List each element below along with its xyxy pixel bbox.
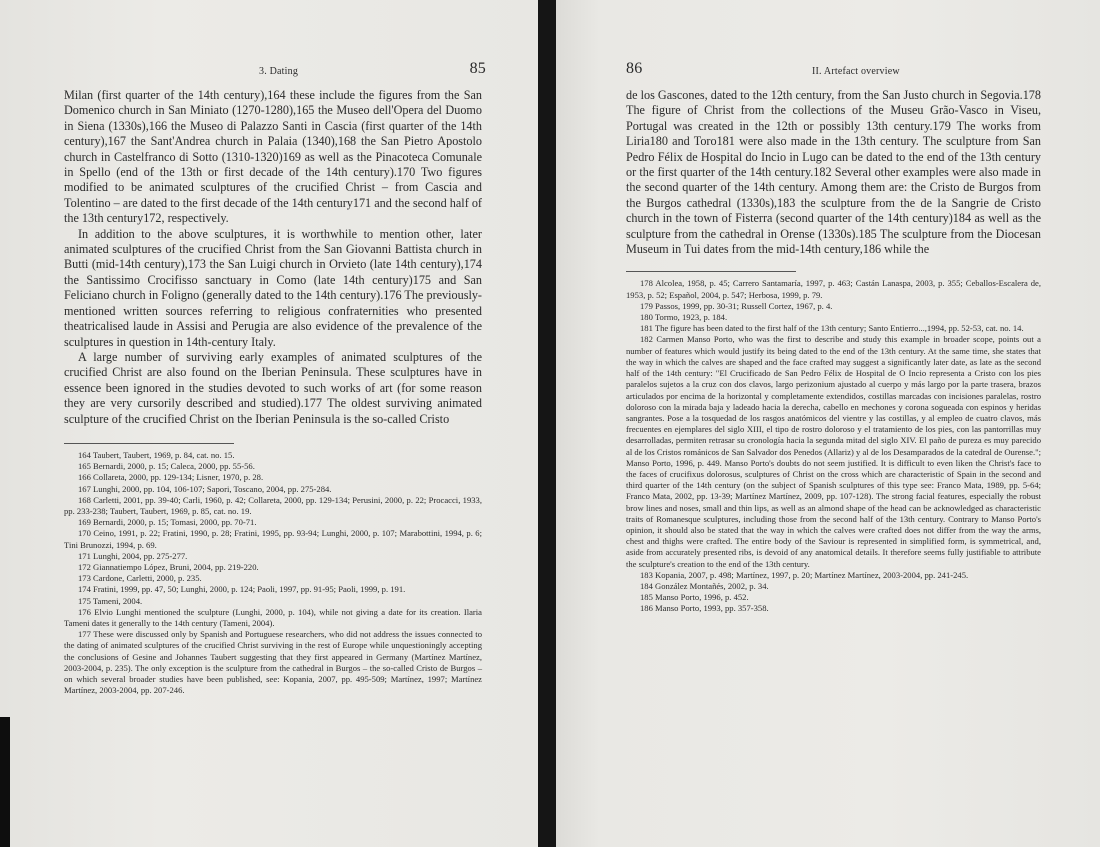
footnote: 165 Bernardi, 2000, p. 15; Caleca, 2000, pp. 55-56. bbox=[78, 461, 255, 472]
book-edge-shadow bbox=[0, 717, 10, 847]
footnote-separator bbox=[64, 443, 234, 444]
left-body-text bbox=[64, 88, 482, 427]
left-running-header bbox=[64, 60, 518, 84]
left-page bbox=[0, 0, 538, 847]
left-header-title: 3. Dating bbox=[259, 66, 299, 77]
left-paragraph-1: Milan (first quarter of the 14th century),164 these include the figures from the San Domenico church in San Miniato (1270-1280),165 the Museo dell'Opera del Duomo in Siena (1330s),166 the Museo di Palazzo Santi in Cascia (first quarter of the 14th century),167 the Sant'Andrea church in Palaia (1340),168 the San Pietro Apostolo church in Castelfranco di Sotto (1310-1320)169 as well as the Pinacoteca Comunale in Spello (end of the 13th or first decade of the 14th century).170 Two figures modified to be animated sculptures of the crucified Christ – from Cascia and Tolentino – are dated to the first decade of the 14th century171 and the second half of the 13th century172, respectively. bbox=[64, 88, 482, 226]
book-gutter bbox=[538, 0, 556, 847]
footnote: 175 Tameni, 2004. bbox=[78, 595, 143, 606]
footnote: 174 Fratini, 1999, pp. 47, 50; Lunghi, 2000, p. 124; Paoli, 1997, pp. 91-95; Paoli, 1999, p. 191. bbox=[78, 584, 406, 595]
footnote: 184 González Montañés, 2002, p. 34. bbox=[640, 580, 769, 591]
footnote: 179 Passos, 1999, pp. 30-31; Russell Cortez, 1967, p. 4. bbox=[640, 300, 833, 311]
footnote: 170 Ceino, 1991, p. 22; Fratini, 1990, p. 28; Fratini, 1995, pp. 93-94; Lunghi, 2000, p. 107; Marabottini, 1994, p. 6; Tini Brunozzi, 1994, p. 69. bbox=[64, 528, 482, 550]
footnote: 164 Taubert, Taubert, 1969, p. 84, cat. no. 15. bbox=[78, 449, 235, 460]
footnote: 186 Manso Porto, 1993, pp. 357-358. bbox=[640, 603, 769, 614]
footnote: 168 Carletti, 2001, pp. 39-40; Carli, 1960, p. 42; Collareta, 2000, pp. 129-134; Perusini, 2000, p. 22; Procacci, 1933, pp. 233-238; Taubert, Taubert, 1969, p. 85, cat. no. 19. bbox=[64, 494, 482, 516]
right-paragraph-1: de los Gascones, dated to the 12th century, from the San Justo church in Segovia.178 The figure of Christ from the collections of the Museu Grão-Vasco in Viseu, Portugal was created in the 12th or possibly 13th century.179 The works from Liria180 and Toro181 were also made in the 13th century. The sculpture from San Pedro Félix de Hospital do Incio in Lugo can be dated to the end of the 13th century or the first quarter of the 14th century.182 Several other examples were also made in the second quarter of the 14th century. Among them are: the Cristo de Burgos from the Burgos cathedral (1330s),183 the sculpture from the de la Sangrie de Cristo church in the town of Fisterra (second quarter of the 14th century)184 as well as the sculpture from the cathedral in Orense (1330s).185 The sculpture from the Diocesan Museum in Tui dates from the mid-14th century,186 while the bbox=[626, 88, 1041, 257]
footnote: 166 Collareta, 2000, pp. 129-134; Lisner, 1970, p. 28. bbox=[78, 472, 264, 483]
footnote: 171 Lunghi, 2004, pp. 275-277. bbox=[78, 550, 188, 561]
left-footnotes bbox=[64, 443, 482, 696]
right-header-title: II. Artefact overview bbox=[812, 66, 900, 77]
footnote: 181 The figure has been dated to the first half of the 13th century; Santo Entierro...,1994, pp. 52-53, cat. no. 14. bbox=[640, 323, 1024, 334]
footnote: 178 Alcolea, 1958, p. 45; Carrero Santamaría, 1997, p. 463; Castán Lanaspa, 2003, p. 355; Ceballos-Escalera de, 1953, p. 52; Español, 2004, p. 547; Herbosa, 1999, p. 79. bbox=[626, 278, 1041, 300]
left-paragraph-3: A large number of surviving early examples of animated sculptures of the crucified Christ are also found on the Iberian Peninsula. These sculptures have in essence been ignored in the studies devoted to such works of art (for some reason they are very cursorily described and studied).177 The oldest surviving animated sculpture of the crucified Christ on the Iberian Peninsula is the so-called Cristo bbox=[64, 349, 482, 426]
footnote: 180 Tormo, 1923, p. 184. bbox=[640, 312, 728, 323]
footnote: 172 Giannatiempo López, Bruni, 2004, pp. 219-220. bbox=[78, 561, 259, 572]
left-paragraph-2: In addition to the above sculptures, it is worthwhile to mention other, later animated sculptures of the crucified Christ from the San Giovanni Battista church in Butti (mid-14th century),173 the San Luigi church in Orvieto (late 14th century),174 the Santissimo Crocifisso sanctuary in Como (late 14th century)175 and San Feliciano church in Foligno (generally dated to the 14th century).176 The previously-mentioned written sources referring to religious confraternities who presented theatricalised laude in Assisi and Perugia are also evidence of the prevalence of the sculptures in question in 14th-century Italy. bbox=[64, 226, 482, 349]
footnote: 169 Bernardi, 2000, p. 15; Tomasi, 2000, pp. 70-71. bbox=[78, 517, 257, 528]
left-page-number: 85 bbox=[469, 60, 486, 77]
right-body-text bbox=[626, 88, 1041, 257]
footnote-separator bbox=[626, 271, 796, 272]
right-running-header bbox=[626, 60, 1072, 84]
footnote: 173 Cardone, Carletti, 2000, p. 235. bbox=[78, 573, 202, 584]
right-page-number: 86 bbox=[626, 60, 643, 77]
footnote: 185 Manso Porto, 1996, p. 452. bbox=[640, 592, 749, 603]
footnote: 167 Lunghi, 2000, pp. 104, 106-107; Sapori, Toscano, 2004, pp. 275-284. bbox=[78, 483, 332, 494]
footnote: 182 Carmen Manso Porto, who was the first to describe and study this example in broader scope, points out a number of features which would justify its being dated to the end of the 13th century. At the same time, she states that the way in which the calves are shaped and the face crafted may suggest a significantly later date, as late as the second half of the 14th century: "El Crucificado de San Pedro Félix de Hospital de O Incio representa a Cristo con los pies paralelos sujetos a la cruz con dos clavos, largo perizonium ajustado al cuerpo y más largo por la parte trasera, brazos articulados por encima de la horizontal y completamente extendidos, costillas marcadas con incisiones paralelas, rostro doloroso con la mirada baja y ladeado hacia la derecha, cabello en mechones y corona sogueada con espinos y heridas sangrantes. Pose a la tosquedad de los rasgos anatómicos del vientre y las costillas, y al empleo de cuatro clavos, más frecuentes en ejemplares del siglo XIII, el tipo de rostro doloroso y el tratamiento de los pies, con las pantorrillas muy desarrolladas, permiten retrasar su cronología hacia la segunda mitad del siglo XIV. El paño de pureza es muy parecido al de los Cristos románicos de San Salvador dos Penedos (Allariz) y al de los Desamparados de la catedral de Ourense."; Manso Porto, 1996, p. 449. Manso Porto's doubts do not seem justified. It is difficult to even liken the Christ's face to the faces of crucifixus dolorosus, sculptures of Christ on the cross which are characteristic of Spain in the second and third quarter of the 14th century (on the subject of Spanish sculptures of this type see: Franco Mata, 1989, pp. 5-64; Franco Mata, 2002, pp. 13-39; Martínez Martínez, 2009, pp. 107-128). The strong facial features, especially the robust brow lines and noses, small and thin lips, as well as an almond shape of the head can be acknowledged as characteristic traits of Romanesque sculptures, including those from the second half of the 13th century. Contrary to Manso Porto's opinion, it should also be stated that the way in which the calves were crafted does not differ from the way the arms, chest and thighs were crafted. The entire body of the Saviour is represented in simplified form, is symmetrical, and, aside from accurately presented ribs, is devoid of any anatomical details. It therefore seems fully justifiable to attribute the sculpture's creation to the end of the 13th century. bbox=[626, 334, 1041, 569]
footnote: 177 These were discussed only by Spanish and Portuguese researchers, who did not address the issues connected to the dating of animated sculptures of the crucified Christ surviving in the rest of Europe while unquestioningly accepting the conclusions of Gesine and Johannes Taubert suggesting that they first appeared in Germany (Martínez Martínez, 2003-2004, p. 235). The only exception is the sculpture from the cathedral in Burgos – the so-called Cristo de Burgos – on which several broader studies have been published, see: Kopania, 2007, pp. 495-509; Martínez, 1997; Martínez Martínez, 2003-2004, pp. 207-246. bbox=[64, 629, 482, 696]
footnote: 176 Elvio Lunghi mentioned the sculpture (Lunghi, 2000, p. 104), while not giving a date for its creation. Ilaria Tameni dates it generally to the 14th century (Tameni, 2004). bbox=[64, 606, 482, 628]
right-footnotes bbox=[626, 271, 1041, 614]
right-page bbox=[556, 0, 1100, 847]
footnote: 183 Kopania, 2007, p. 498; Martínez, 1997, p. 20; Martínez Martínez, 2003-2004, pp. 241-245. bbox=[640, 569, 969, 580]
